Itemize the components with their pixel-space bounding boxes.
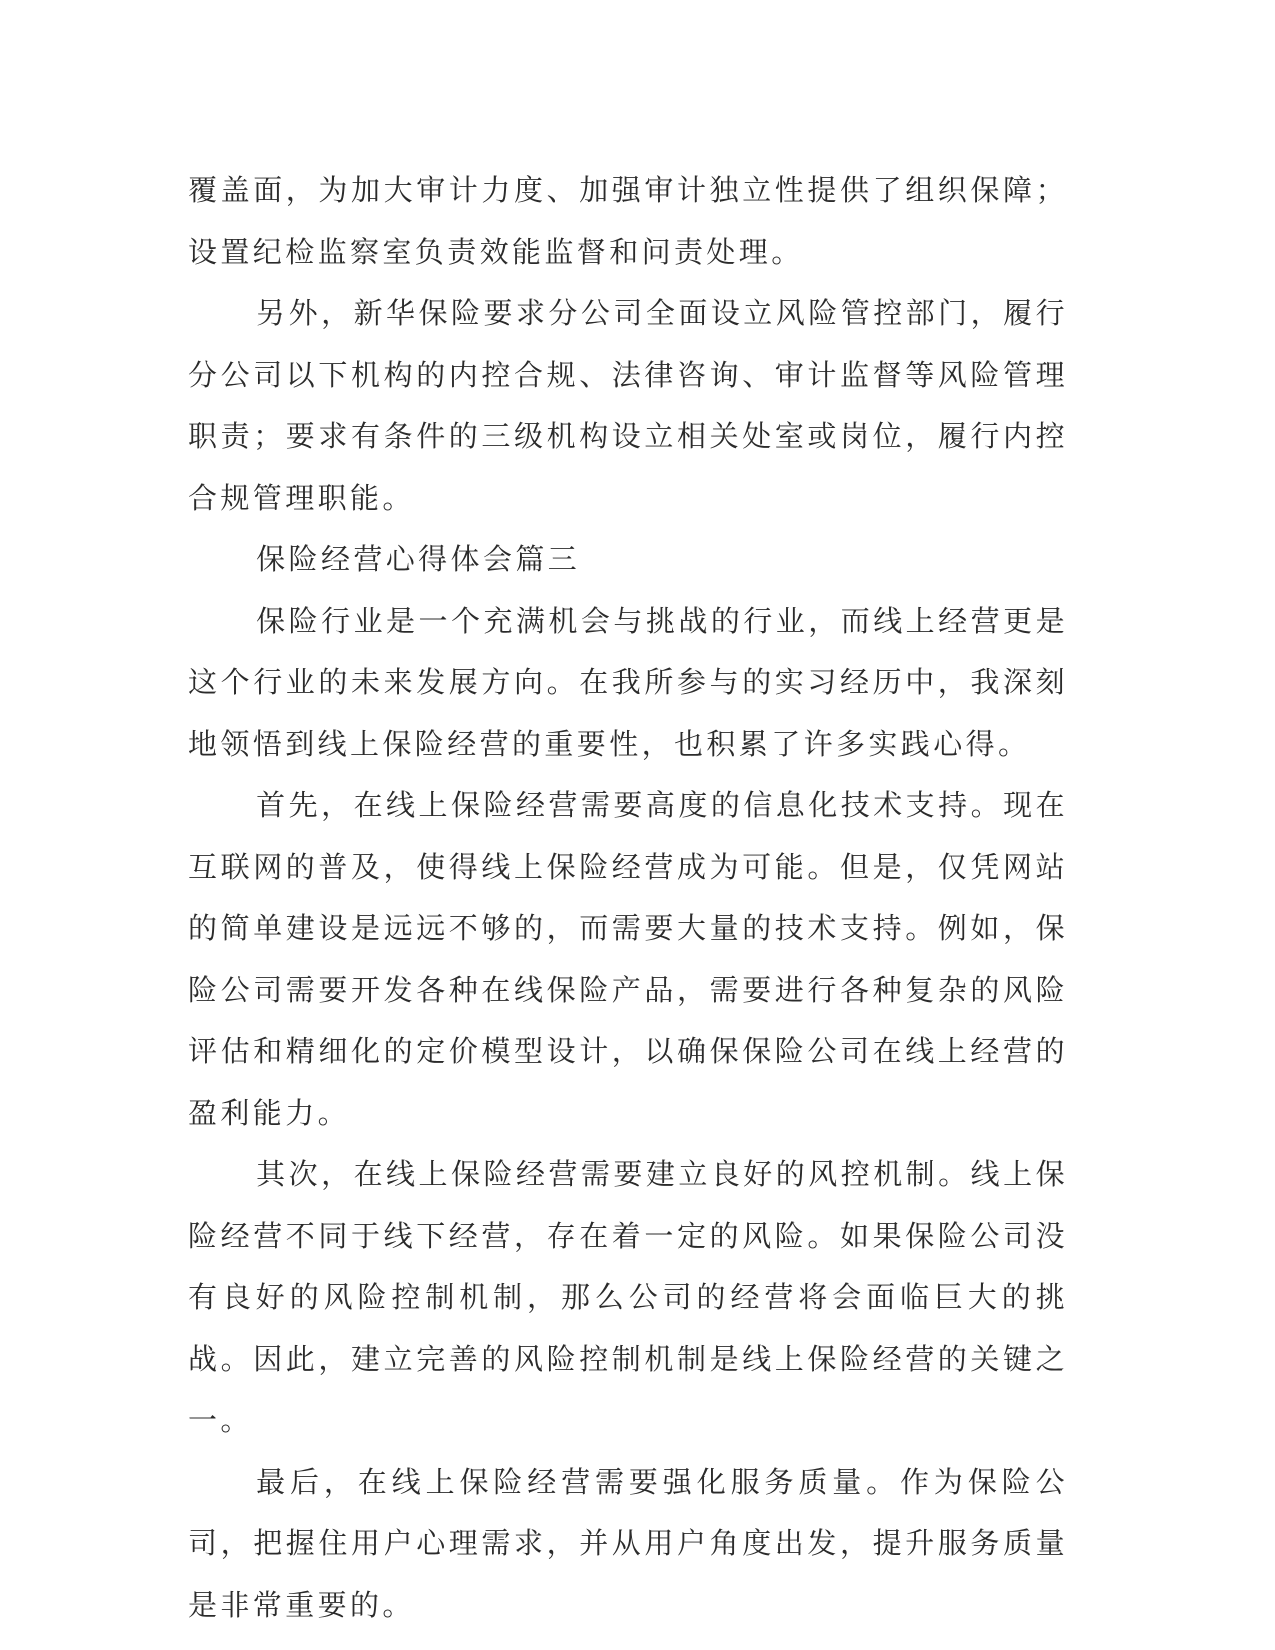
paragraph-second-point: 其次，在线上保险经营需要建立良好的风控机制。线上保险经营不同于线下经营，存在着一定的风险。如果保险公司没有良好的风险控制机制，那么公司的经营将会面临巨大的挑战。因此，建立完善的风险控制机制是线上保险经营的关键之一。	[188, 1157, 1068, 1437]
document-body	[188, 160, 1068, 1636]
section-heading: 保险经营心得体会篇三	[256, 542, 581, 576]
paragraph-last-point: 最后，在线上保险经营需要强化服务质量。作为保险公司，把握住用户心理需求，并从用户角度出发，提升服务质量是非常重要的。	[188, 1464, 1068, 1622]
paragraph-first-point: 首先，在线上保险经营需要高度的信息化技术支持。现在互联网的普及，使得线上保险经营成为可能。但是，仅凭网站的简单建设是远远不够的，而需要大量的技术支持。例如，保险公司需要开发各种在线保险产品，需要进行各种复杂的风险评估和精细化的定价模型设计，以确保保险公司在线上经营的盈利能力。	[188, 788, 1068, 1130]
paragraph-risk-control-departments: 另外，新华保险要求分公司全面设立风险管控部门，履行分公司以下机构的内控合规、法律咨询、审计监督等风险管理职责；要求有条件的三级机构设立相关处室或岗位，履行内控合规管理职能。	[188, 296, 1068, 515]
paragraph-continuation: 覆盖面，为加大审计力度、加强审计独立性提供了组织保障；设置纪检监察室负责效能监督和问责处理。	[188, 173, 1068, 269]
paragraph-intro: 保险行业是一个充满机会与挑战的行业，而线上经营更是这个行业的未来发展方向。在我所参与的实习经历中，我深刻地领悟到线上保险经营的重要性，也积累了许多实践心得。	[188, 603, 1068, 761]
